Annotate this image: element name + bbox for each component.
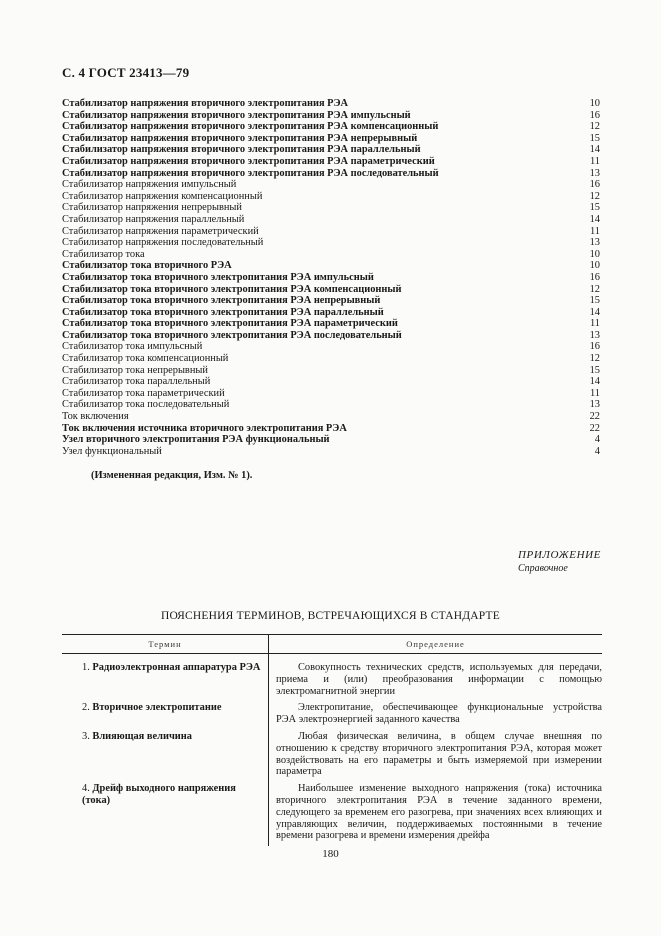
index-page-number: 10	[589, 98, 600, 109]
index-term: Стабилизатор тока компенсационный	[62, 353, 229, 365]
index-entry	[62, 272, 600, 284]
index-term: Стабилизатор напряжения вторичного электропитания РЭА последовательный	[62, 167, 439, 179]
index-entry	[62, 168, 600, 180]
index-page-number: 4	[594, 445, 600, 457]
term-number: 4.	[82, 783, 90, 795]
index-entry	[62, 121, 600, 133]
index-entry	[62, 156, 600, 168]
term-name: Радиоэлектронная аппаратура РЭА	[92, 662, 261, 673]
term-number: 1.	[82, 662, 90, 673]
index-page-number: 10	[589, 248, 600, 260]
term-name: Вторичное электропитание	[92, 702, 222, 714]
index-term: Стабилизатор напряжения непрерывный	[62, 202, 242, 214]
index-entry	[62, 214, 600, 226]
term-name: Дрейф выходного напряжения (тока)	[82, 783, 236, 806]
index-entry	[62, 307, 600, 319]
index-page-number: 14	[589, 306, 600, 318]
index-term: Стабилизатор тока	[62, 248, 145, 260]
index-term: Ток включения источника вторичного электропитания РЭА	[62, 422, 347, 434]
index-entry	[62, 110, 600, 122]
index-entry	[62, 411, 600, 423]
page-number: 180	[322, 848, 339, 860]
index-page-number: 12	[589, 121, 600, 133]
index-term: Стабилизатор напряжения вторичного электропитания РЭА компенсационный	[62, 121, 439, 133]
index-entry	[62, 179, 600, 191]
page-header: С. 4 ГОСТ 23413—79	[62, 65, 190, 80]
index-term: Стабилизатор тока параллельный	[62, 376, 211, 388]
index-page-number: 13	[589, 167, 600, 179]
index-entry	[62, 399, 600, 411]
index-entry	[62, 260, 600, 272]
appendix-subtitle: Справочное	[518, 563, 568, 574]
index-page-number: 16	[589, 271, 600, 283]
term-cell	[62, 702, 268, 726]
index-entry	[62, 353, 600, 365]
column-header-definition: Определение	[406, 639, 465, 649]
index-page-number: 22	[589, 411, 600, 423]
index-term: Стабилизатор тока вторичного электропитания РЭА параметрический	[62, 318, 398, 330]
index-page-number: 15	[589, 364, 600, 376]
index-term: Стабилизатор тока вторичного РЭА	[62, 260, 232, 272]
index-entry	[62, 341, 600, 353]
term-cell	[62, 731, 268, 778]
index-term: Стабилизатор тока вторичного электропитания РЭА последовательный	[62, 329, 402, 341]
section-title: ПОЯСНЕНИЯ ТЕРМИНОВ, ВСТРЕЧАЮЩИХСЯ В СТАНДАРТЕ	[160, 610, 500, 622]
index-entry	[62, 295, 600, 307]
index-entry	[62, 376, 600, 388]
index-page-number: 16	[589, 341, 600, 353]
index-page-number: 16	[589, 179, 600, 191]
index-page-number: 12	[589, 283, 600, 295]
index-entry	[62, 388, 600, 400]
index-page-number: 14	[589, 213, 600, 225]
definition-text: Электропитание, обеспечивающее функциональные устройства РЭА электроэнергией заданного качества	[276, 702, 602, 726]
index-term: Стабилизатор напряжения параметрический	[62, 225, 259, 237]
index-term: Стабилизатор напряжения импульсный	[62, 179, 237, 191]
index-term: Стабилизатор тока последовательный	[62, 399, 230, 411]
definition-cell	[268, 783, 602, 842]
index-term: Стабилизатор тока импульсный	[62, 341, 203, 353]
terms-table	[62, 634, 602, 842]
table-row	[62, 662, 602, 697]
index-entry	[62, 249, 600, 261]
term-cell	[62, 662, 268, 697]
table-body	[62, 654, 602, 842]
appendix-title: ПРИЛОЖЕНИЕ	[518, 549, 601, 561]
index-term: Узел функциональный	[62, 445, 162, 457]
index-page-number: 15	[589, 295, 600, 307]
table-header	[62, 635, 602, 654]
index-page-number: 11	[589, 225, 600, 237]
appendix-label	[518, 549, 601, 574]
index-page-number: 13	[589, 237, 600, 249]
index-entry	[62, 365, 600, 377]
index-page-number: 14	[589, 376, 600, 388]
index-term: Стабилизатор тока непрерывный	[62, 364, 208, 376]
index-entry	[62, 446, 600, 458]
index-entry	[62, 144, 600, 156]
index-entry	[62, 98, 600, 110]
index-page-number: 13	[589, 329, 600, 341]
index-page-number: 11	[589, 318, 600, 330]
definition-text: Любая физическая величина, в общем случае внешняя по отношению к средству вторичного электропитания РЭА, которая может воздействовать на его параметры и быть измеряемой при измерении параметра	[276, 730, 602, 778]
index-term: Стабилизатор напряжения вторичного электропитания РЭА параллельный	[62, 144, 421, 156]
term-number: 2.	[82, 702, 90, 714]
index-term: Ток включения	[62, 411, 129, 423]
table-row	[62, 702, 602, 726]
term-name: Влияющая величина	[92, 730, 192, 742]
index-term: Стабилизатор напряжения вторичного электропитания РЭА импульсный	[62, 109, 411, 121]
index-entry	[62, 202, 600, 214]
index-term: Стабилизатор напряжения вторичного электропитания РЭА	[62, 98, 349, 109]
index-entry	[62, 318, 600, 330]
index-page-number: 16	[589, 109, 600, 121]
index-entry	[62, 226, 600, 238]
table-row	[62, 783, 602, 842]
index-page-number: 11	[589, 155, 600, 167]
index-entry	[62, 191, 600, 203]
column-divider	[268, 654, 269, 846]
index-term: Стабилизатор напряжения вторичного электропитания РЭА непрерывный	[62, 132, 418, 144]
index-page-number: 11	[589, 387, 600, 399]
definition-cell	[268, 702, 602, 726]
definition-cell	[268, 731, 602, 778]
index-page-number: 15	[589, 132, 600, 144]
definition-text: Совокупность технических средств, используемых для передачи, приема и (или) преобразования информации с помощью электромагнитной энергии	[276, 662, 602, 697]
index-page-number: 15	[589, 202, 600, 214]
index-entry	[62, 423, 600, 435]
index-page-number: 14	[589, 144, 600, 156]
index-term: Стабилизатор тока вторичного электропитания РЭА компенсационный	[62, 283, 402, 295]
index-term: Стабилизатор напряжения компенсационный	[62, 190, 263, 202]
definition-text: Наибольшее изменение выходного напряжения (тока) источника вторичного электропитания РЭА в течение заданного времени, следующего за временем его разогрева, при значениях всех влияющих и управляющих величин, поддерживаемых постоянными в течение времени разогрева и времени измерения дрейфа	[276, 783, 602, 842]
index-term: Узел вторичного электропитания РЭА функциональный	[62, 434, 330, 446]
index-page-number: 10	[589, 260, 600, 272]
column-header-term: Термин	[62, 635, 269, 653]
index-term: Стабилизатор тока вторичного электропитания РЭА непрерывный	[62, 295, 381, 307]
index-page-number: 13	[589, 399, 600, 411]
term-cell	[62, 783, 268, 842]
table-row	[62, 731, 602, 778]
index-term: Стабилизатор напряжения вторичного электропитания РЭА параметрический	[62, 155, 435, 167]
index-term: Стабилизатор тока вторичного электропитания РЭА импульсный	[62, 271, 374, 283]
index-term: Стабилизатор напряжения параллельный	[62, 213, 245, 225]
alphabetical-index	[62, 98, 600, 457]
term-number: 3.	[82, 730, 90, 742]
index-page-number: 12	[589, 190, 600, 202]
index-term: Стабилизатор напряжения последовательный	[62, 237, 264, 249]
index-page-number: 22	[589, 422, 600, 434]
index-entry	[62, 434, 600, 446]
index-entry	[62, 330, 600, 342]
index-entry	[62, 133, 600, 145]
amendment-note: (Измененная редакция, Изм. № 1).	[91, 470, 253, 481]
index-term: Стабилизатор тока параметрический	[62, 387, 225, 399]
index-page-number: 12	[589, 353, 600, 365]
index-page-number: 4	[594, 434, 600, 446]
index-entry	[62, 237, 600, 249]
index-term: Стабилизатор тока вторичного электропитания РЭА параллельный	[62, 306, 384, 318]
index-entry	[62, 284, 600, 296]
definition-cell	[268, 662, 602, 697]
